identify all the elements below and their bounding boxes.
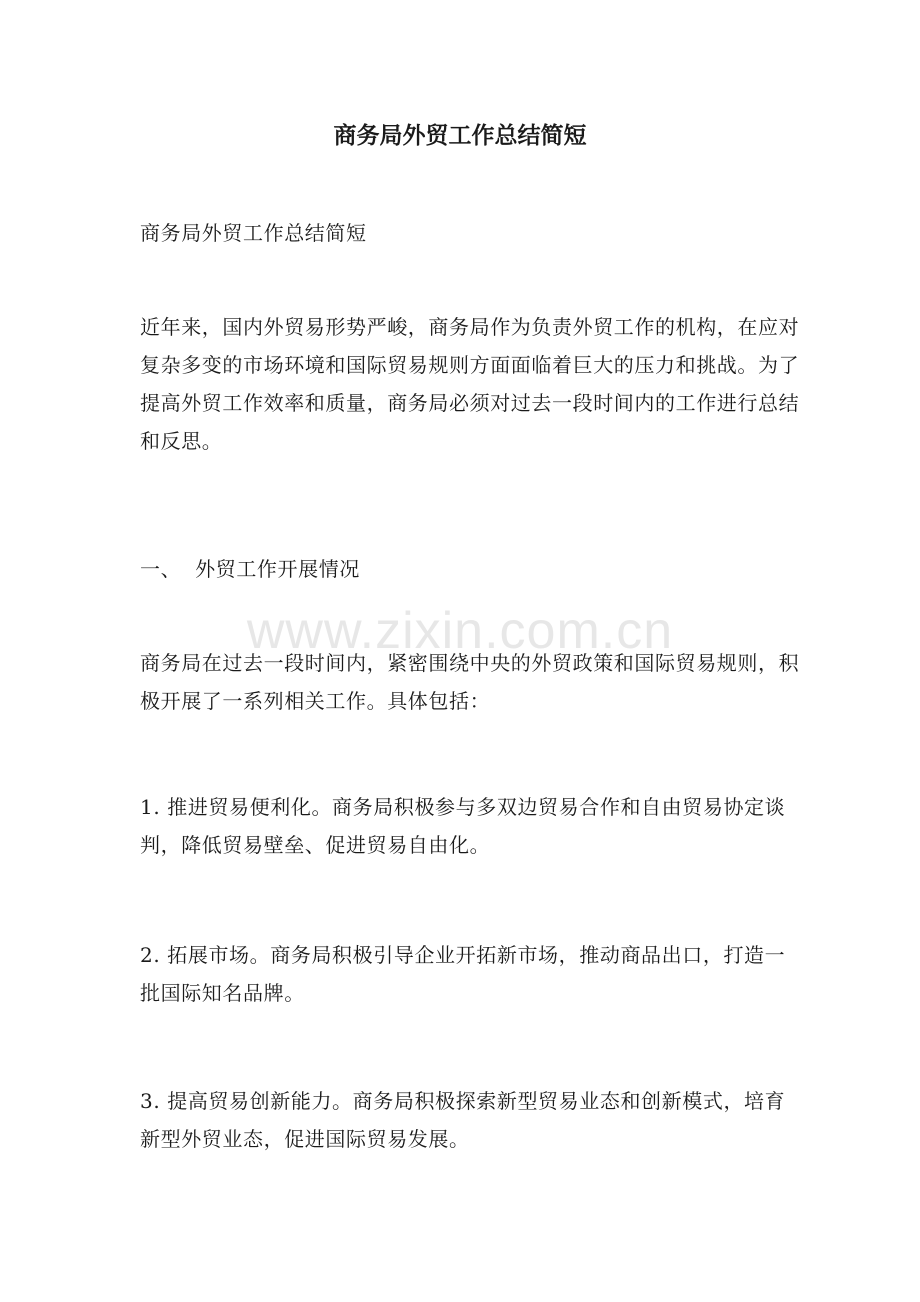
- list-item: 1. 推进贸易便利化。商务局积极参与多双边贸易合作和自由贸易协定谈判，降低贸易壁垒、促进贸易自由化。: [140, 795, 786, 857]
- list-item: 3. 提高贸易创新能力。商务局积极探索新型贸易业态和创新模式，培育新型外贸业态，促进国际贸易发展。: [140, 1089, 786, 1151]
- watermark: www.zixin.com.cn: [246, 602, 674, 660]
- intro-paragraph: 近年来，国内外贸易形势严峻，商务局作为负责外贸工作的机构，在应对复杂多变的市场环境和国际贸易规则方面面临着巨大的压力和挑战。为了提高外贸工作效率和质量，商务局必须对过去一段时间内的工作进行总结和反思。: [140, 315, 800, 453]
- section-heading: 一、 外贸工作开展情况: [140, 557, 360, 581]
- list-item: 2. 拓展市场。商务局积极引导企业开拓新市场，推动商品出口，打造一批国际知名品牌。: [140, 943, 786, 1005]
- section-body-paragraph: 商务局在过去一段时间内，紧密围绕中央的外贸政策和国际贸易规则，积极开展了一系列相关工作。具体包括：: [140, 651, 800, 713]
- document-subtitle: 商务局外贸工作总结简短: [140, 221, 367, 245]
- document-title: 商务局外贸工作总结简短: [333, 122, 587, 149]
